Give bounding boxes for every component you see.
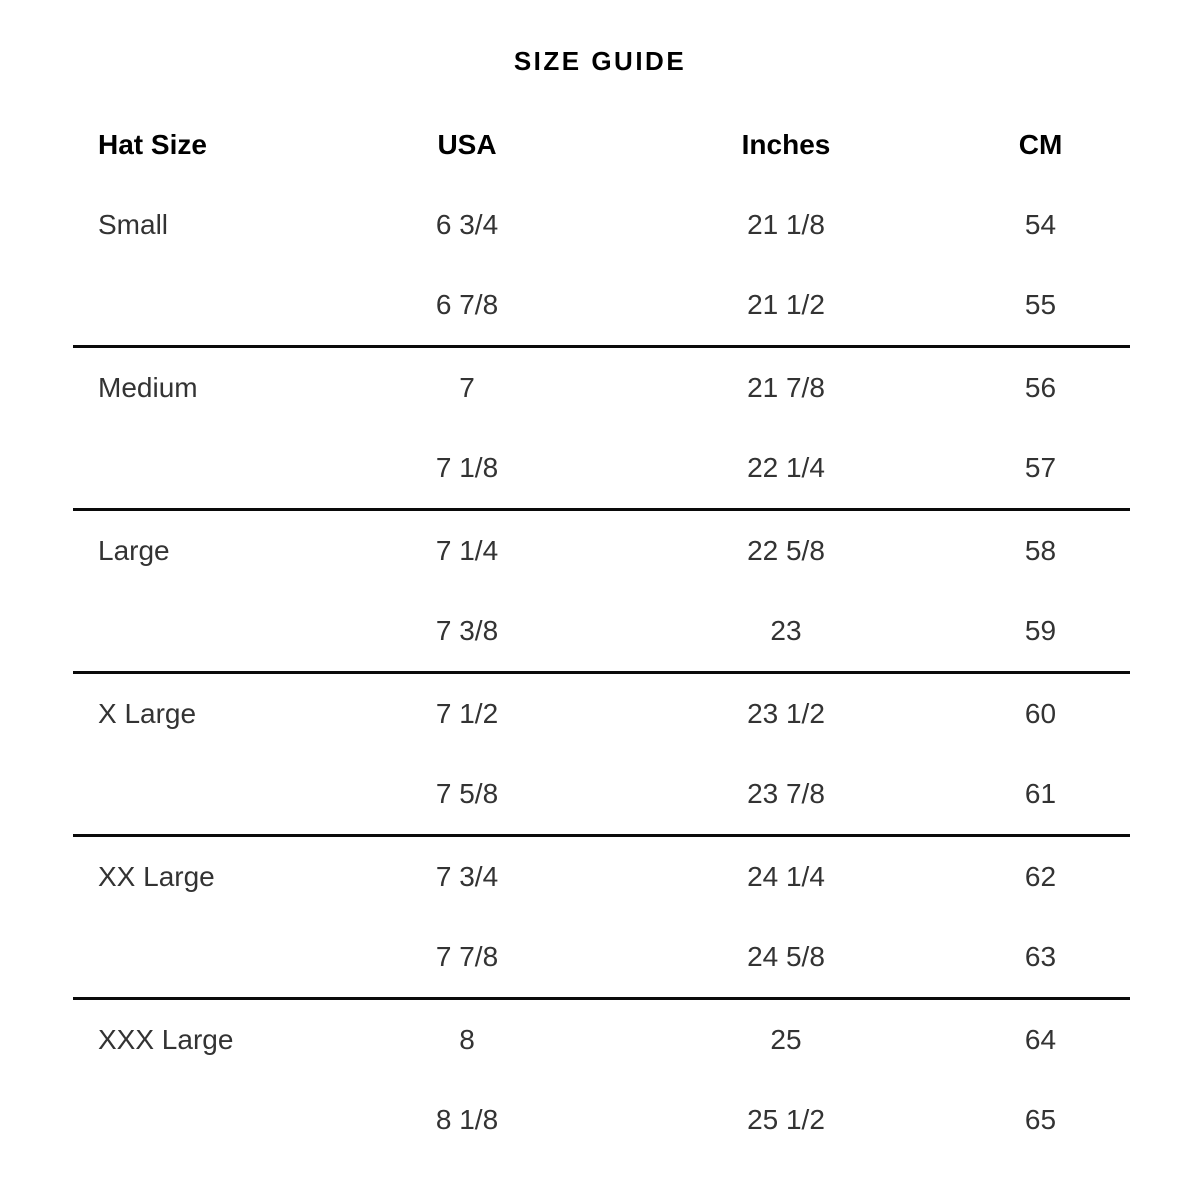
table-row: [73, 674, 1130, 754]
cm-cell: 55: [1024, 289, 1057, 320]
table-row: [73, 185, 1130, 265]
table-row: [73, 1000, 1130, 1080]
cm-cell: 64: [1024, 1024, 1057, 1055]
inches-cell: 21 1/8: [747, 209, 825, 240]
size-guide-table: [73, 105, 1130, 1160]
size-group: [73, 511, 1130, 674]
hat-size-cell: Large: [98, 535, 170, 566]
inches-cell: 21 7/8: [747, 372, 825, 403]
column-header-cm: CM: [1018, 129, 1063, 160]
usa-cell: 6 3/4: [435, 209, 499, 240]
inches-cell: 23 7/8: [747, 778, 825, 809]
size-group: [73, 674, 1130, 837]
usa-cell: 7 3/4: [435, 861, 499, 892]
usa-cell: 7 1/2: [435, 698, 499, 729]
inches-cell: 22 1/4: [747, 452, 825, 483]
table-row: [73, 837, 1130, 917]
cm-cell: 57: [1024, 452, 1057, 483]
cm-cell: 54: [1024, 209, 1057, 240]
hat-size-cell: X Large: [98, 698, 197, 729]
table-row: [73, 917, 1130, 997]
cm-cell: 59: [1024, 615, 1057, 646]
size-group: [73, 837, 1130, 1000]
usa-cell: 8: [459, 1024, 475, 1055]
cm-cell: 63: [1024, 941, 1057, 972]
cm-cell: 61: [1024, 778, 1057, 809]
cm-cell: 60: [1024, 698, 1057, 729]
inches-cell: 23 1/2: [747, 698, 825, 729]
cm-cell: 56: [1024, 372, 1057, 403]
usa-cell: 7 3/8: [435, 615, 499, 646]
size-group: [73, 348, 1130, 511]
size-group: [73, 185, 1130, 348]
usa-cell: 8 1/8: [435, 1104, 499, 1135]
usa-cell: 7: [459, 372, 475, 403]
inches-cell: 25: [770, 1024, 802, 1055]
usa-cell: 6 7/8: [435, 289, 499, 320]
inches-cell: 22 5/8: [747, 535, 825, 566]
inches-cell: 25 1/2: [747, 1104, 825, 1135]
table-row: [73, 265, 1130, 345]
table-row: [73, 511, 1130, 591]
column-header-usa: USA: [437, 129, 497, 160]
table-body: [73, 185, 1130, 1160]
table-row: [73, 1080, 1130, 1160]
table-row: [73, 428, 1130, 508]
usa-cell: 7 1/4: [435, 535, 499, 566]
inches-cell: 23: [770, 615, 802, 646]
inches-cell: 24 5/8: [747, 941, 825, 972]
usa-cell: 7 1/8: [435, 452, 499, 483]
inches-cell: 21 1/2: [747, 289, 825, 320]
hat-size-cell: Medium: [98, 372, 198, 403]
hat-size-cell: Small: [98, 209, 169, 240]
cm-cell: 58: [1024, 535, 1057, 566]
column-header-hat-size: Hat Size: [98, 129, 207, 160]
hat-size-cell: XXX Large: [98, 1024, 234, 1055]
table-header-row: [73, 105, 1130, 185]
cm-cell: 62: [1024, 861, 1057, 892]
size-group: [73, 1000, 1130, 1160]
page-title: SIZE GUIDE: [513, 46, 687, 76]
cm-cell: 65: [1024, 1104, 1057, 1135]
hat-size-cell: XX Large: [98, 861, 215, 892]
inches-cell: 24 1/4: [747, 861, 825, 892]
table-row: [73, 754, 1130, 834]
column-header-inches: Inches: [741, 129, 831, 160]
usa-cell: 7 5/8: [435, 778, 499, 809]
usa-cell: 7 7/8: [435, 941, 499, 972]
table-row: [73, 591, 1130, 671]
table-row: [73, 348, 1130, 428]
